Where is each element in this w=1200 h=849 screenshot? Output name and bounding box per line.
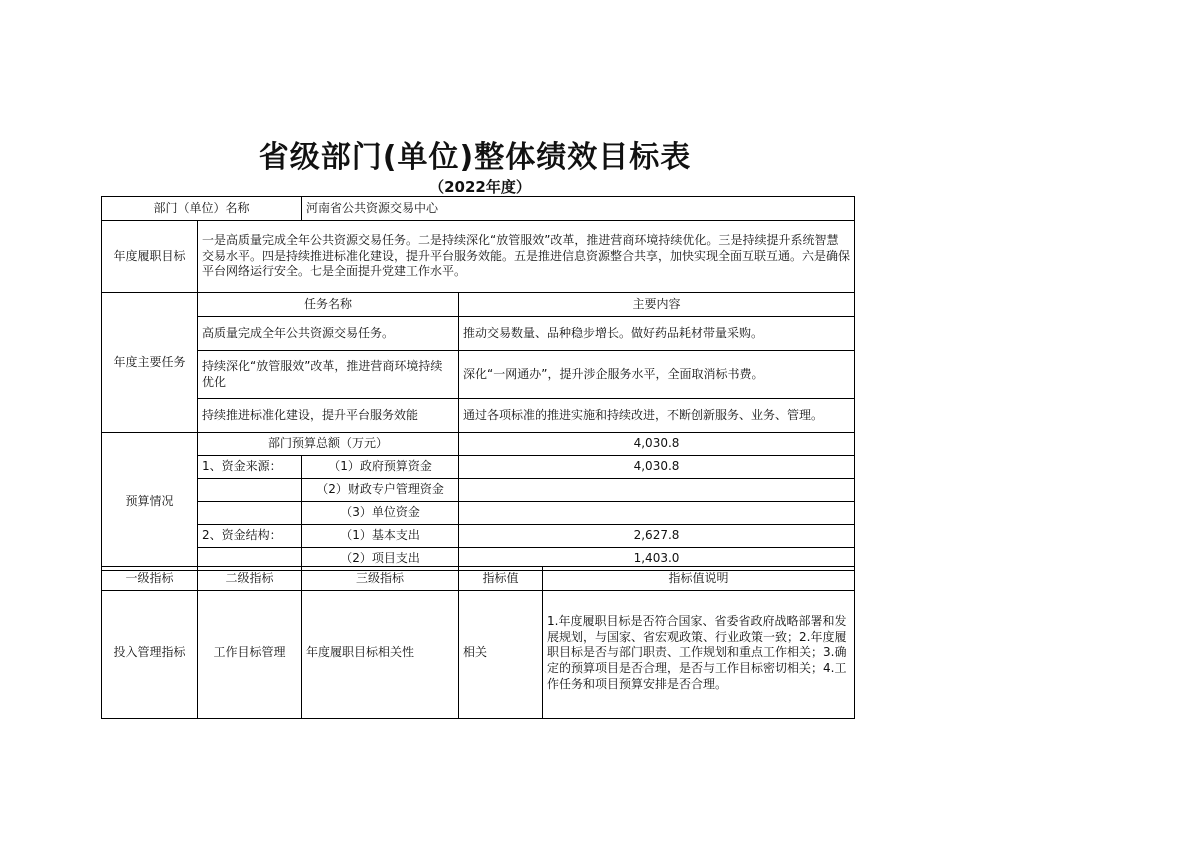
- task-content: 深化“一网通办”，提升涉企服务水平，全面取消标书费。: [459, 351, 855, 399]
- task-name: 持续推进标准化建设，提升平台服务效能: [198, 399, 459, 433]
- header-level3: 三级指标: [302, 567, 459, 591]
- tasks-label: 年度主要任务: [102, 293, 198, 433]
- header-description: 指标值说明: [543, 567, 855, 591]
- budget-item-value: [459, 479, 855, 502]
- indicator-description: 1.年度履职目标是否符合国家、省委省政府战略部署和发展规划，与国家、省宏观政策、行业政策一致；2.年度履职目标是否与部门职责、工作规划和重点工作相关；3.确定的预算项目是否合理，是否与工作目标密切相关；4.工作任务和项目预算安排是否合理。: [543, 589, 855, 718]
- indicator-level2: 工作目标管理: [198, 589, 302, 718]
- budget-item-label: （2）财政专户管理资金: [302, 479, 459, 502]
- indicator-header-row: [102, 567, 855, 591]
- goals-row: [102, 221, 855, 293]
- page-title: 省级部门(单位)整体绩效目标表: [258, 140, 692, 175]
- budget-source-prefix: 1、资金来源：: [198, 456, 302, 479]
- dept-row: [102, 197, 855, 221]
- task-row: [102, 351, 855, 399]
- budget-item-value: [459, 502, 855, 525]
- task-content: 推动交易数量、品种稳步增长。做好药品耗材带量采购。: [459, 317, 855, 351]
- budget-item-value: 1,403.0: [459, 548, 855, 571]
- indicator-row: [102, 589, 855, 718]
- goals-label: 年度履职目标: [102, 221, 198, 293]
- indicator-level1: 投入管理指标: [102, 589, 198, 718]
- task-row: [102, 399, 855, 433]
- goals-text: 一是高质量完成全年公共资源交易任务。二是持续深化“放管服效”改革，推进营商环境持续优化。三是持续提升系统智慧交易水平。四是持续推进标准化建设，提升平台服务效能。五是推进信息资源整合共享，加快实现全面互联互通。六是确保平台网络运行安全。七是全面提升党建工作水平。: [198, 221, 855, 293]
- tasks-header-name: 任务名称: [198, 293, 459, 317]
- performance-table: [101, 196, 855, 571]
- dept-label: 部门（单位）名称: [102, 197, 302, 221]
- budget-structure-prefix: 2、资金结构：: [198, 525, 302, 548]
- budget-row: [102, 479, 855, 502]
- task-name: 高质量完成全年公共资源交易任务。: [198, 317, 459, 351]
- dept-value: 河南省公共资源交易中心: [302, 197, 855, 221]
- header-value: 指标值: [459, 567, 543, 591]
- budget-empty-cell: [198, 502, 302, 525]
- budget-item-label: （1）基本支出: [302, 525, 459, 548]
- header-level1: 一级指标: [102, 567, 198, 591]
- year-subtitle: （2022年度）: [429, 178, 531, 196]
- task-name: 持续深化“放管服效”改革，推进营商环境持续优化: [198, 351, 459, 399]
- indicator-value: 相关: [459, 589, 543, 718]
- task-content: 通过各项标准的推进实施和持续改进，不断创新服务、业务、管理。: [459, 399, 855, 433]
- indicator-table: [101, 566, 855, 591]
- indicator-level3: 年度履职目标相关性: [302, 589, 459, 718]
- budget-row: [102, 456, 855, 479]
- budget-item-label: （2）项目支出: [302, 548, 459, 571]
- budget-total-row: [102, 433, 855, 456]
- budget-total-value: 4,030.8: [459, 433, 855, 456]
- header-level2: 二级指标: [198, 567, 302, 591]
- budget-item-label: （3）单位资金: [302, 502, 459, 525]
- budget-label: 预算情况: [102, 433, 198, 571]
- indicator-body-table: [101, 589, 855, 719]
- tasks-header-content: 主要内容: [459, 293, 855, 317]
- budget-item-label: （1）政府预算资金: [302, 456, 459, 479]
- tasks-header-row: [102, 293, 855, 317]
- budget-row: [102, 525, 855, 548]
- budget-empty-cell: [198, 479, 302, 502]
- budget-item-value: 2,627.8: [459, 525, 855, 548]
- budget-row: [102, 502, 855, 525]
- budget-item-value: 4,030.8: [459, 456, 855, 479]
- task-row: [102, 317, 855, 351]
- budget-total-label: 部门预算总额（万元）: [198, 433, 459, 456]
